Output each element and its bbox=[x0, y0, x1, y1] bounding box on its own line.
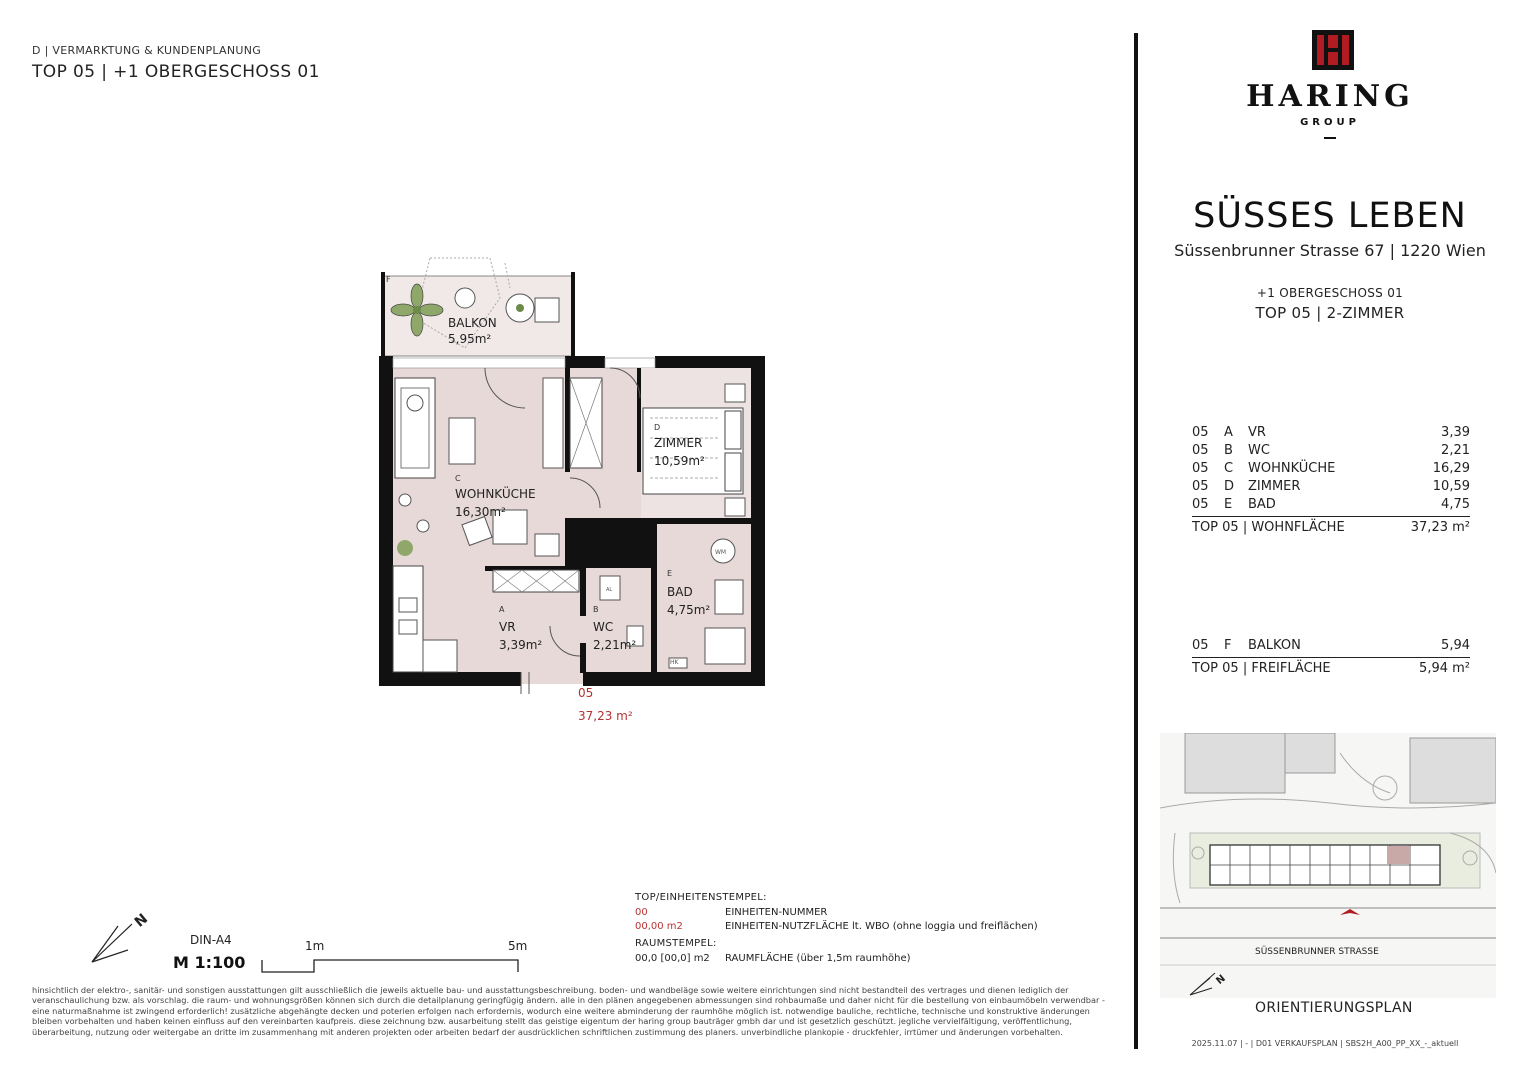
scale-label: M 1:100 bbox=[173, 953, 246, 972]
zimmer-area: 10,59m² bbox=[654, 454, 705, 468]
areas-table bbox=[1192, 424, 1470, 537]
scale-1m: 1m bbox=[305, 939, 325, 953]
room-stamp-label: RAUMFLÄCHE (über 1,5m raumhöhe) bbox=[725, 953, 911, 964]
wc-area: 2,21m² bbox=[593, 638, 637, 652]
logo-sub: GROUP bbox=[1300, 117, 1360, 128]
table-total-row bbox=[1192, 657, 1470, 678]
vr-label: VR bbox=[499, 620, 516, 634]
wohnkueche-label: WOHNKÜCHE bbox=[455, 487, 536, 501]
row-top: 05 bbox=[1192, 425, 1209, 440]
row-name: WOHNKÜCHE bbox=[1248, 461, 1336, 476]
balkon-area: 5,95m² bbox=[448, 332, 492, 346]
floor-plan bbox=[375, 248, 775, 728]
stamp-title: TOP/EINHEITENSTEMPEL: bbox=[635, 892, 767, 903]
street-label: SÜSSENBRUNNER STRASSE bbox=[1255, 947, 1379, 957]
table-row bbox=[1192, 424, 1470, 442]
row-name: WC bbox=[1248, 443, 1270, 458]
wc-letter: B bbox=[593, 605, 599, 614]
balkon-label: BALKON bbox=[448, 316, 497, 330]
table-row bbox=[1192, 496, 1470, 514]
logo-word: HARING bbox=[1246, 79, 1414, 114]
table-row bbox=[1192, 442, 1470, 460]
stamp-num-label: EINHEITEN-NUMMER bbox=[725, 907, 828, 918]
department-label: D | VERMARKTUNG & KUNDENPLANUNG bbox=[32, 44, 262, 57]
vr-area: 3,39m² bbox=[499, 638, 543, 652]
balkon-letter: F bbox=[386, 275, 391, 284]
row-value: 3,39 bbox=[1441, 425, 1470, 440]
wm-label: WM bbox=[715, 549, 727, 556]
scale-5m: 5m bbox=[508, 939, 528, 953]
row-value: 4,75 bbox=[1441, 497, 1470, 512]
orientation-plan-label: ORIENTIERUNGSPLAN bbox=[1255, 1000, 1413, 1016]
row-name: BALKON bbox=[1248, 638, 1301, 653]
orient-north-letter: N bbox=[1214, 973, 1228, 987]
divider bbox=[1134, 33, 1138, 1049]
unit-label: TOP 05 | 2-ZIMMER bbox=[1255, 304, 1405, 322]
table-row bbox=[1192, 460, 1470, 478]
total-label: TOP 05 | WOHNFLÄCHE bbox=[1192, 520, 1345, 535]
row-top: 05 bbox=[1192, 443, 1209, 458]
row-top: 05 bbox=[1192, 461, 1209, 476]
project-name: SÜSSES LEBEN bbox=[1193, 196, 1467, 236]
haring-logo-icon bbox=[1230, 30, 1430, 150]
row-name: ZIMMER bbox=[1248, 479, 1301, 494]
north-arrow-icon bbox=[88, 906, 158, 966]
row-top: 05 bbox=[1192, 638, 1209, 653]
row-letter: E bbox=[1224, 497, 1233, 512]
total-value: 5,94 m² bbox=[1419, 661, 1470, 676]
disclaimer-text: hinsichtlich der elektro-, sanitär- und sonstigen ausstattungen gilt ausschließlich die jeweils aktuelle bau- und ausstattungsbeschreibung. boden- und wandbeläge sowie weitere einrichtungen sind nicht bestandteil des vertrages und dienen lediglich der veranschaulichung bzw. als vorschlag. die raum- und wohnungsgrößen können sich durch die detailplanung geringfügig ändern. alle in den plänen angegebenen abmessungen sind rohbaumaße und daher nicht für die bestellung von einbaumöbeln verwendbar - eine naturmaßnahme ist zwingend erforderlich! zusätzliche abgehängte decken und poterien erfolgen nach erfordernis, wodurch eine weitere abminderung der raumhöhe möglich ist. notwendige bauliche, rechtliche, technische und konstruktive änderungen bleiben vorbehalten und haben keinen einfluss auf den vereinbarten kaufpreis. diese zeichnung bzw. ausarbeitung stellt das geistige eigentum der haring group bauträger gmbh dar und ist gesetzlich geschützt. jegliche vervielfältigung, veröffentlichung, überarbeitung, nutzung oder weitergabe an dritte im zusammenhang mit anderen projekten oder arbeiten bedarf der ausdrücklichen schriftlichen zustimmung des planers. unverbindliche plankopie - druckfehler, irrtümer und änderungen vorbehalten. bbox=[32, 985, 1105, 1037]
row-value: 16,29 bbox=[1432, 461, 1470, 476]
vr-letter: A bbox=[499, 605, 505, 614]
north-letter: N bbox=[131, 910, 152, 931]
wohnkueche-letter: C bbox=[455, 474, 461, 483]
row-name: VR bbox=[1248, 425, 1266, 440]
row-name: BAD bbox=[1248, 497, 1276, 512]
stamp-area-label: EINHEITEN-NUTZFLÄCHE lt. WBO (ohne loggia und freiflächen) bbox=[725, 921, 1038, 932]
stamp-num-sample: 00 bbox=[635, 907, 648, 918]
table-total-row bbox=[1192, 516, 1470, 537]
row-letter: B bbox=[1224, 443, 1233, 458]
room-stamp-title: RAUMSTEMPEL: bbox=[635, 938, 717, 949]
room-stamp-sample: 00,0 [00,0] m2 bbox=[635, 953, 710, 964]
total-label: TOP 05 | FREIFLÄCHE bbox=[1192, 661, 1331, 676]
table-row bbox=[1192, 478, 1470, 496]
wc-label: WC bbox=[593, 620, 614, 634]
table-row bbox=[1192, 637, 1470, 655]
row-value: 5,94 bbox=[1441, 638, 1470, 653]
floor-label: +1 OBERGESCHOSS 01 bbox=[1256, 286, 1404, 300]
project-address: Süssenbrunner Strasse 67 | 1220 Wien bbox=[1174, 241, 1486, 260]
row-letter: C bbox=[1224, 461, 1234, 476]
row-letter: F bbox=[1224, 638, 1232, 653]
bad-area: 4,75m² bbox=[667, 603, 711, 617]
row-letter: D bbox=[1224, 479, 1235, 494]
unit-stamp-area: 37,23 m² bbox=[578, 709, 633, 723]
al-label: AL bbox=[606, 587, 613, 593]
stamp-legend bbox=[635, 892, 1105, 966]
row-top: 05 bbox=[1192, 479, 1209, 494]
scale-bar bbox=[258, 938, 528, 974]
balcony-chair bbox=[455, 288, 475, 308]
free-area-table bbox=[1192, 637, 1470, 678]
total-value: 37,23 m² bbox=[1410, 520, 1470, 535]
wohnkueche-area: 16,30m² bbox=[455, 505, 506, 519]
unit-stamp-number: 05 bbox=[578, 686, 594, 700]
zimmer-label: ZIMMER bbox=[654, 436, 703, 450]
bad-label: BAD bbox=[667, 585, 693, 599]
stamp-area-sample: 00,00 m2 bbox=[635, 921, 683, 932]
row-value: 10,59 bbox=[1432, 479, 1470, 494]
bad-letter: E bbox=[667, 569, 673, 578]
page-title: TOP 05 | +1 OBERGESCHOSS 01 bbox=[32, 62, 320, 82]
hk-label: HK bbox=[670, 659, 679, 666]
row-value: 2,21 bbox=[1441, 443, 1470, 458]
orientation-plan bbox=[1160, 733, 1496, 998]
din-format: DIN-A4 bbox=[190, 933, 232, 947]
row-letter: A bbox=[1224, 425, 1233, 440]
bed-icon bbox=[643, 408, 743, 494]
zimmer-letter: D bbox=[654, 423, 661, 432]
document-reference: 2025.11.07 | - | D01 VERKAUFSPLAN | SBS2H_A00_PP_XX_-_aktuell bbox=[1191, 1039, 1459, 1048]
row-top: 05 bbox=[1192, 497, 1209, 512]
